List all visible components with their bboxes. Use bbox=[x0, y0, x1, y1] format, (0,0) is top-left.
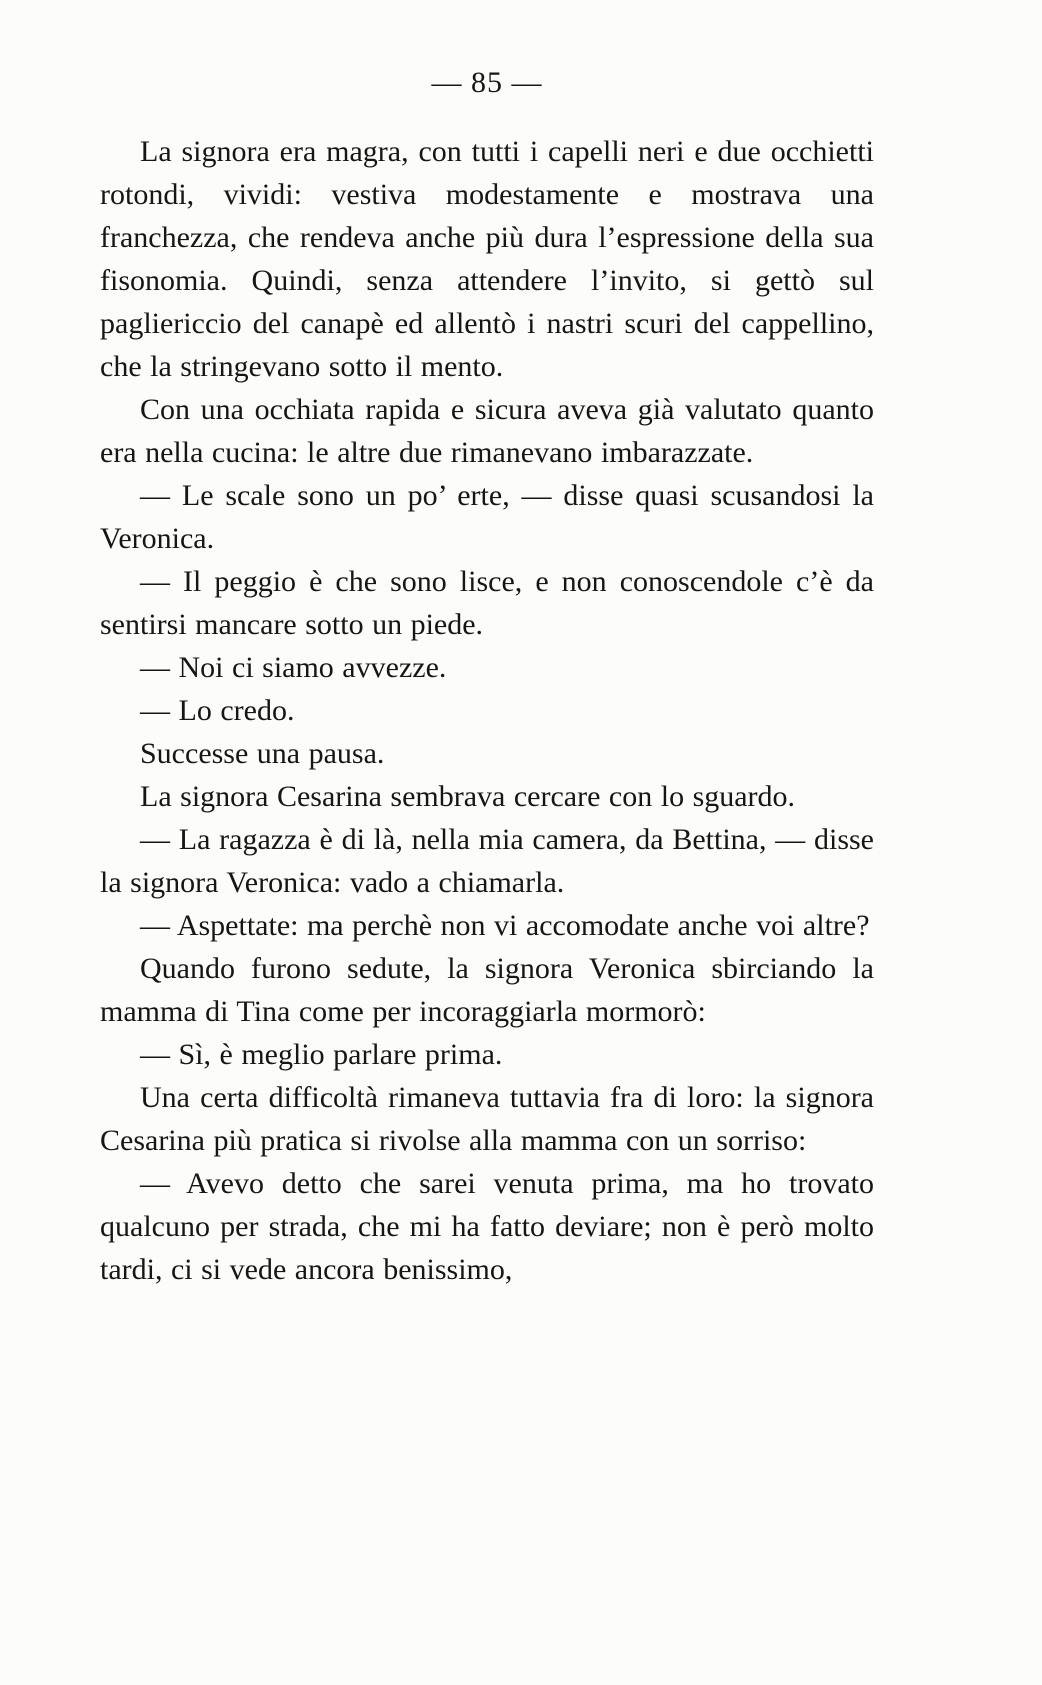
paragraph: — Aspettate: ma perchè non vi accomodate anche voi altre? bbox=[140, 909, 870, 942]
paragraph: La signora era magra, con tutti i capelli neri e due occhietti rotondi, vividi: vestiva modestamente e mostrava una franchezza, che rendeva anche più dura l’espressione della sua fisonomia. Quindi, senza attendere l’invito, si gettò sul pagliericcio del canapè ed allentò i nastri scuri del cappellino, che la stringevano sotto il mento. bbox=[100, 135, 874, 383]
paragraph: La signora Cesarina sembrava cercare con lo sguardo. bbox=[140, 780, 796, 813]
paragraph: — Il peggio è che sono lisce, e non conoscendole c’è da sentirsi mancare sotto un piede. bbox=[100, 565, 874, 641]
paragraph: — Sì, è meglio parlare prima. bbox=[140, 1038, 503, 1071]
page-number: — 85 — bbox=[431, 66, 543, 99]
paragraph: — Lo credo. bbox=[140, 694, 295, 727]
paragraph: Una certa difficoltà rimaneva tuttavia fra di loro: la signora Cesarina più pratica si rivolse alla mamma con un sorriso: bbox=[100, 1081, 874, 1157]
paragraph: Successe una pausa. bbox=[140, 737, 385, 770]
paragraph: Quando furono sedute, la signora Veronica sbirciando la mamma di Tina come per incoraggiarla mormorò: bbox=[100, 952, 874, 1028]
paragraph: — Le scale sono un po’ erte, — disse quasi scusandosi la Veronica. bbox=[100, 479, 874, 555]
paragraph: — La ragazza è di là, nella mia camera, da Bettina, — disse la signora Veronica: vado a chiamarla. bbox=[100, 823, 874, 899]
paragraph: Con una occhiata rapida e sicura aveva già valutato quanto era nella cucina: le altre due rimanevano imbarazzate. bbox=[100, 393, 874, 469]
paragraph: — Avevo detto che sarei venuta prima, ma ho trovato qualcuno per strada, che mi ha fatto deviare; non è però molto tardi, ci si vede ancora benissimo, bbox=[100, 1167, 874, 1286]
paragraph: — Noi ci siamo avvezze. bbox=[140, 651, 447, 684]
page-body bbox=[100, 130, 874, 1291]
